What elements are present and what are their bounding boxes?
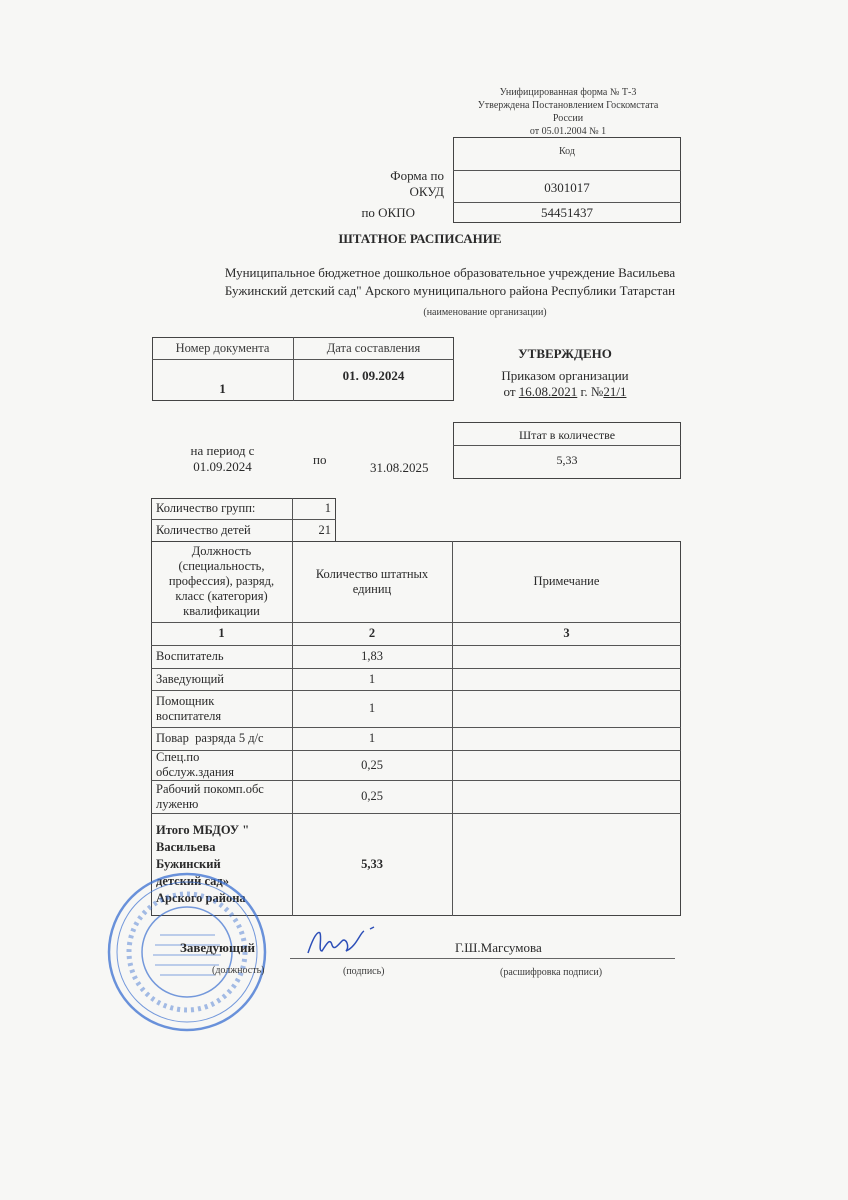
period-to-label: по [313, 452, 327, 467]
role-caption: (должность) [212, 965, 265, 976]
approval-number: 21/1 [603, 384, 627, 399]
groups-label: Количество групп: [156, 501, 256, 515]
period-from-date: 01.09.2024 [193, 459, 252, 474]
units: 1 [368, 671, 376, 686]
name-caption: (расшифровка подписи) [500, 967, 603, 978]
col-number: 2 [368, 626, 376, 640]
okpo-label: по ОКПО [361, 205, 415, 220]
groups-value: 1 [324, 501, 331, 515]
organization-line: Муниципальное бюджетное дошкольное образовательное учреждение Васильева [224, 265, 676, 280]
approval-prefix: от [503, 384, 516, 399]
position: Рабочий покомп.обслуженю [156, 781, 264, 811]
organization-name [150, 264, 750, 300]
total-position: Итого МБДОУ " Васильева Бужинский детский сад» Арского района [156, 822, 250, 905]
form-line: Утверждена Постановлением Госкомстата [477, 100, 659, 111]
position: Помощник воспитателя [156, 693, 222, 723]
units: 1 [368, 701, 376, 715]
organization-caption: (наименование организации) [423, 307, 547, 318]
approval-line: Приказом организации [501, 368, 629, 383]
units: 1,83 [361, 649, 383, 663]
units: 0,25 [361, 789, 383, 803]
code-label: Код [559, 146, 575, 157]
position: Спец.по обслуж.здания [156, 750, 234, 779]
okud-label-1: Форма по [390, 168, 444, 183]
position: Воспитатель [156, 649, 224, 663]
approval-mid: г. № [580, 384, 604, 399]
doc-number: 1 [219, 381, 226, 396]
children-label: Количество детей [156, 522, 251, 537]
position: Заведующий [156, 671, 224, 686]
form-line: Унифицированная форма № Т-3 [499, 87, 637, 98]
header-units: Количество штатных единиц [315, 566, 429, 596]
header-position: Должность (специальность, профессия), разряд, класс (категория) квалификации [168, 544, 275, 618]
units: 1 [368, 731, 376, 745]
period-from-label: на период с [190, 443, 255, 458]
form-line: России [552, 113, 584, 124]
approval-date: 16.08.2021 [518, 384, 578, 399]
doc-number-header: Номер документа [175, 340, 270, 355]
staff-total-value: 5,33 [556, 453, 578, 467]
sign-caption: (подпись) [343, 966, 385, 977]
form-line: от 05.01.2004 № 1 [529, 126, 607, 137]
header-note: Примечание [533, 574, 600, 588]
period-to-date: 31.08.2025 [370, 460, 429, 475]
organization-line: Бужинский детский сад" Арского муниципального района Республики Татарстан [224, 283, 676, 298]
signer-name: Г.Ш.Магсумова [455, 940, 542, 955]
units: 0,25 [361, 757, 383, 772]
okud-label-2: ОКУД [409, 184, 444, 199]
total-units: 5,33 [361, 856, 383, 871]
approval-order [470, 384, 660, 400]
okpo-value: 54451437 [541, 205, 593, 220]
page-title: ШТАТНОЕ РАСПИСАНИЕ [338, 231, 502, 246]
form-info [440, 86, 696, 138]
staff-total-label: Штат в количестве [518, 428, 616, 442]
doc-date: 01. 09.2024 [342, 368, 405, 383]
children-value: 21 [318, 522, 331, 537]
col-number: 3 [563, 626, 570, 640]
position: Повар разряда 5 д/с [156, 731, 264, 745]
okud-value: 0301017 [544, 180, 590, 195]
doc-date-header: Дата составления [326, 340, 421, 355]
signer-role: Заведующий [180, 940, 255, 955]
col-number: 1 [218, 626, 225, 640]
handwritten-signature [300, 925, 380, 960]
period-from [160, 443, 285, 475]
approval-title: УТВЕРЖДЕНО [518, 346, 612, 361]
